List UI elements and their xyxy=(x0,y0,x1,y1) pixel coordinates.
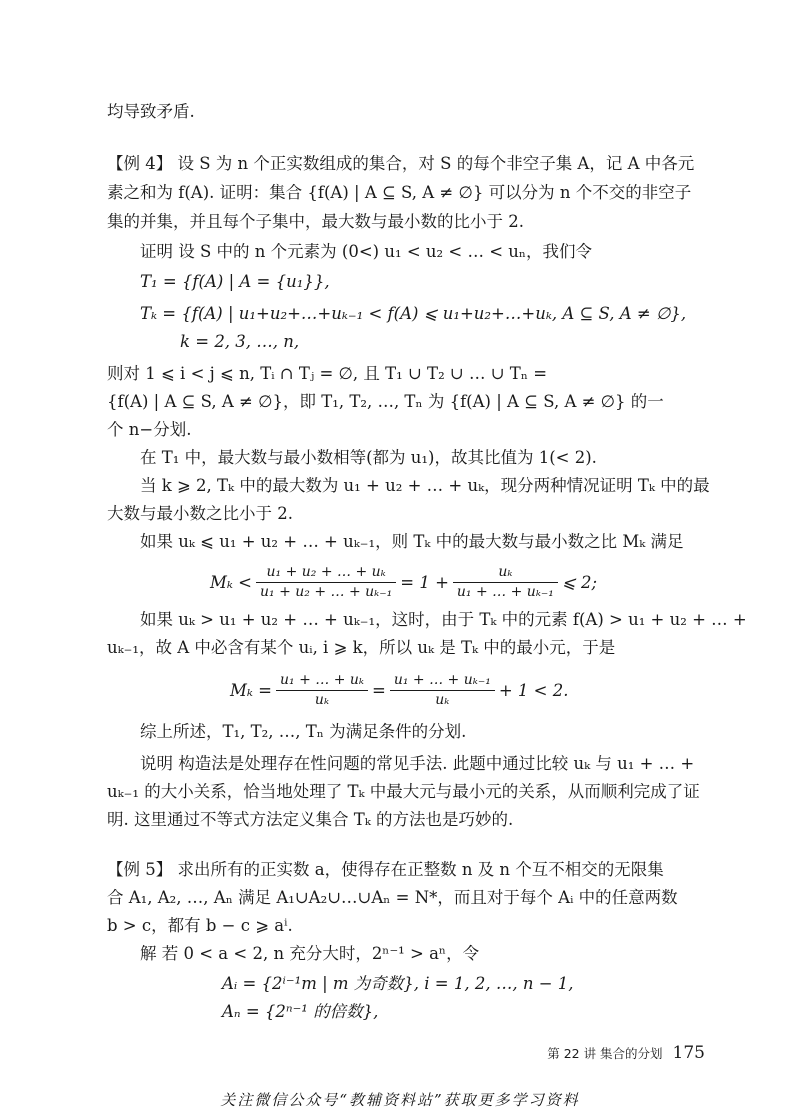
text-line: 综上所述，T₁, T₂, …, Tₙ 为满足条件的分划. xyxy=(140,722,467,741)
example-5-heading: 【例 5】 求出所有的正实数 a，使得存在正整数 n 及 n 个互不相交的无限集 xyxy=(107,860,664,879)
page-footer xyxy=(547,1043,705,1063)
eq2-fraction-2 xyxy=(390,671,495,710)
eq1-fraction-1 xyxy=(256,563,396,602)
eq2-f2-denominator: uₖ xyxy=(435,691,450,708)
eq1-f1-numerator: u₁ + u₂ + … + uₖ xyxy=(256,563,396,583)
text-line: uₖ₋₁，故 A 中必含有某个 uᵢ, i ⩾ k，所以 uₖ 是 Tₖ 中的最小元，于是 xyxy=(107,638,616,657)
eq2-mid: = xyxy=(372,680,386,700)
eq2-f1-numerator: u₁ + … + uₖ xyxy=(276,671,368,691)
watermark-text: 关注微信公众号“教辅资料站”获取更多学习资料 xyxy=(220,1091,580,1109)
text-line: 如果 uₖ ⩽ u₁ + u₂ + … + uₖ₋₁，则 Tₖ 中的最大数与最小数之比 Mₖ 满足 xyxy=(140,532,684,551)
eq1-f2-numerator: uₖ xyxy=(453,563,558,583)
eq1-fraction-2 xyxy=(453,563,558,602)
formula-an: Aₙ = {2ⁿ⁻¹ 的倍数}, xyxy=(222,1002,379,1021)
page-number: 175 xyxy=(672,1043,705,1063)
text-line: 明. 这里通过不等式方法定义集合 Tₖ 的方法也是巧妙的. xyxy=(107,810,514,829)
text-line: 素之和为 f(A). 证明：集合 {f(A) | A ⊆ S, A ≠ ∅} 可以分为 n 个不交的非空子 xyxy=(107,183,692,202)
example-4-heading: 【例 4】 设 S 为 n 个正实数组成的集合，对 S 的每个非空子集 A，记 A 中各元 xyxy=(107,154,695,173)
formula-ai: Aᵢ = {2ⁱ⁻¹m | m 为奇数}, i = 1, 2, …, n − 1, xyxy=(222,974,574,993)
chapter-title: 第 22 讲 集合的分划 xyxy=(547,1046,663,1061)
text-line: 合 A₁, A₂, …, Aₙ 满足 A₁∪A₂∪…∪Aₙ = N*，而且对于每个 Aᵢ 中的任意两数 xyxy=(107,888,678,907)
text-line: 集的并集，并且每个子集中，最大数与最小数的比小于 2. xyxy=(107,212,524,231)
solution-start: 解 若 0 < a < 2, n 充分大时，2ⁿ⁻¹ > aⁿ，令 xyxy=(140,944,480,963)
text-line: uₖ₋₁ 的大小关系，恰当地处理了 Tₖ 中最大元与最小元的关系，从而顺利完成了证 xyxy=(107,782,700,801)
text-line: 均导致矛盾. xyxy=(107,102,195,121)
eq2-lhs: Mₖ = xyxy=(230,680,272,700)
text-line: 当 k ⩾ 2, Tₖ 中的最大数为 u₁ + u₂ + … + uₖ，现分两种情况证明 Tₖ 中的最 xyxy=(140,476,710,495)
eq2-fraction-1 xyxy=(276,671,368,710)
text-line: 在 T₁ 中，最大数与最小数相等(都为 u₁)，故其比值为 1(< 2). xyxy=(140,448,597,467)
text-line: 如果 uₖ > u₁ + u₂ + … + uₖ₋₁，这时，由于 Tₖ 中的元素 f(A) > u₁ + u₂ + … + xyxy=(140,610,747,629)
formula-tk: Tₖ = {f(A) | u₁+u₂+…+uₖ₋₁ < f(A) ⩽ u₁+u₂+…+uₖ, A ⊆ S, A ≠ ∅}, xyxy=(140,304,687,323)
text-line: {f(A) | A ⊆ S, A ≠ ∅}，即 T₁, T₂, …, Tₙ 为 {f(A) | A ⊆ S, A ≠ ∅} 的一 xyxy=(107,392,664,411)
equation-2 xyxy=(230,668,568,712)
note-start: 说明 构造法是处理存在性问题的常见手法. 此题中通过比较 uₖ 与 u₁ + … + xyxy=(140,754,695,773)
eq1-f2-denominator: u₁ + … + uₖ₋₁ xyxy=(456,583,554,600)
text-line: 大数与最小数之比小于 2. xyxy=(107,504,293,523)
formula-k-range: k = 2, 3, …, n, xyxy=(180,332,300,351)
eq1-f1-denominator: u₁ + u₂ + … + uₖ₋₁ xyxy=(259,583,393,600)
eq2-rhs: + 1 < 2. xyxy=(498,680,569,700)
eq1-mid: = 1 + xyxy=(400,572,449,592)
equation-1 xyxy=(210,560,597,604)
text-line: b > c，都有 b − c ⩾ aⁱ. xyxy=(107,916,293,935)
text-line: 个 n−分划. xyxy=(107,420,192,439)
eq1-lhs: Mₖ < xyxy=(210,572,252,592)
eq2-f2-numerator: u₁ + … + uₖ₋₁ xyxy=(390,671,495,691)
eq1-rhs: ⩽ 2; xyxy=(561,572,598,592)
text-line: 则对 1 ⩽ i < j ⩽ n, Tᵢ ∩ Tⱼ = ∅, 且 T₁ ∪ T₂ ∪ … ∪ Tₙ = xyxy=(107,364,548,383)
formula-t1: T₁ = {f(A) | A = {u₁}}, xyxy=(140,272,330,291)
proof-start: 证明 设 S 中的 n 个元素为 (0<) u₁ < u₂ < … < uₙ，我们令 xyxy=(140,242,593,261)
eq2-f1-denominator: uₖ xyxy=(314,691,330,708)
